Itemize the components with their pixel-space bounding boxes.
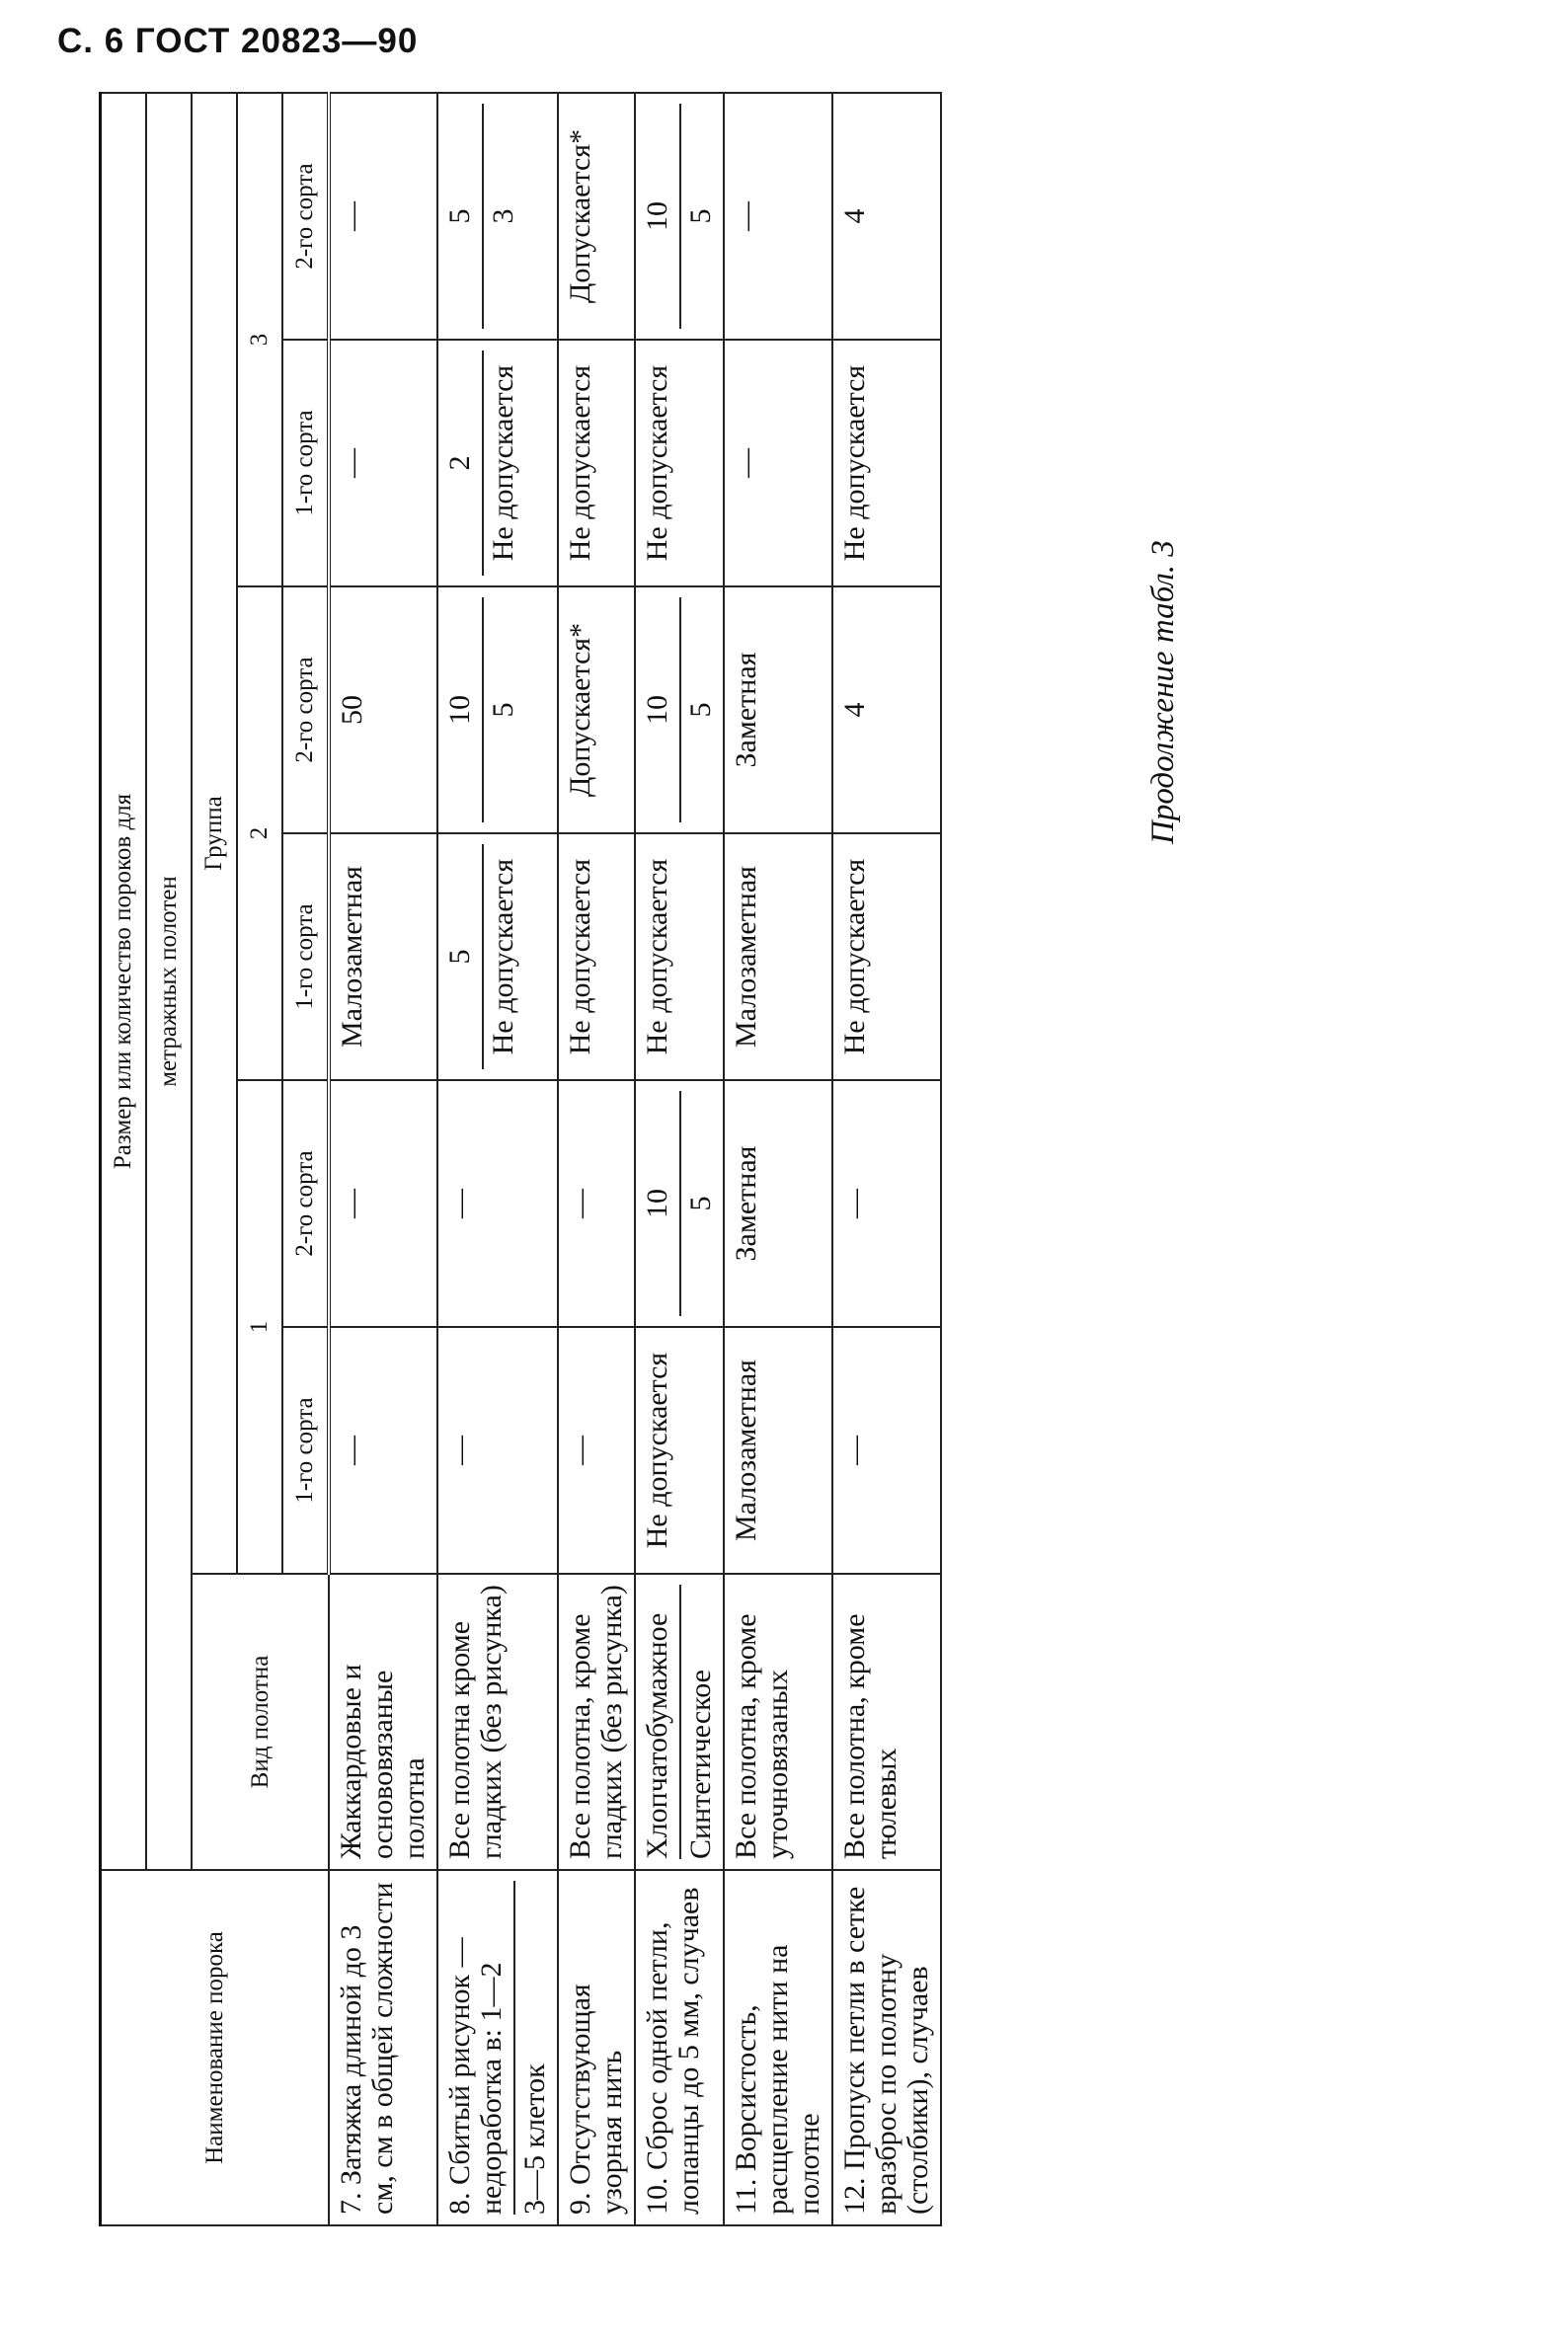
cell-g2s2 — [437, 586, 558, 833]
cell-g1s2: — — [437, 1080, 558, 1327]
group-2-header: 2 — [237, 586, 282, 1080]
fabric-type-a: Хлопчатобумажное — [641, 1612, 673, 1859]
fabric-type: Все полотна, кроме тюлевых — [832, 1574, 941, 1870]
cell-g2s2: Заметная — [724, 586, 832, 833]
cell-g1s1: Малозаметная — [724, 1327, 832, 1574]
cell-g2s1: Не допускается — [832, 833, 941, 1080]
cell-g3s1: — — [724, 340, 832, 586]
col-group-header: Группа — [192, 93, 237, 1574]
g1-grade2: 2-го сорта — [282, 1080, 329, 1327]
defect-name: 10. Сброс одной петли, лопанцы до 5 мм, случаев — [635, 1870, 724, 2225]
value-b: 5 — [482, 597, 519, 822]
cell-g3s1: Не допускается — [635, 340, 724, 586]
value-b: 5 — [679, 1091, 717, 1316]
table-row — [329, 93, 437, 2225]
cell-g3s1: — — [329, 340, 437, 586]
value-b: Не допускается — [482, 350, 519, 576]
cell-g3s2: Допускается* — [558, 93, 635, 340]
cell-g2s2 — [635, 586, 724, 833]
fabric-type: Все полотна кроме гладких (без рисунка) — [437, 1574, 558, 1870]
value-a: 5 — [443, 949, 476, 965]
col-size-header: Размер или количество пороков для — [101, 93, 147, 1870]
defect-name-part-a: 8. Сбитый рисунок — недоработка в: 1—2 — [443, 1937, 508, 2215]
cell-g3s2: 4 — [832, 93, 941, 340]
defect-name: 9. Отсутствующая узорная нить — [558, 1870, 635, 2225]
value-b: 3 — [482, 104, 519, 329]
fabric-type — [635, 1574, 724, 1870]
table-row — [437, 93, 558, 2225]
cell-g2s1 — [437, 833, 558, 1080]
cell-g1s1: Не допускается — [635, 1327, 724, 1574]
g2-grade2: 2-го сорта — [282, 586, 329, 833]
table-row — [558, 93, 635, 2225]
cell-g1s2 — [635, 1080, 724, 1327]
value-a: 10 — [443, 695, 476, 725]
cell-g3s1: Не допускается — [558, 340, 635, 586]
value-b: Не допускается — [482, 844, 519, 1069]
fabric-type: Все полотна, кроме уточновязаных — [724, 1574, 832, 1870]
col-type-header: Вид полотна — [192, 1574, 329, 1870]
defects-table — [99, 92, 942, 2226]
defect-name: 12. Пропуск петли в сетке вразброс по полотну (столбики), случаев — [832, 1870, 941, 2225]
g3-grade2: 2-го сорта — [282, 93, 329, 340]
group-1-header: 1 — [237, 1080, 282, 1574]
cell-g2s2: 50 — [329, 586, 437, 833]
cell-g1s1: — — [558, 1327, 635, 1574]
cell-g2s1: Малозаметная — [724, 833, 832, 1080]
table-row — [832, 93, 941, 2225]
cell-g3s1 — [437, 340, 558, 586]
page-header: С. 6 ГОСТ 20823—90 — [57, 22, 419, 60]
cell-g1s2: — — [832, 1080, 941, 1327]
cell-g3s2: — — [724, 93, 832, 340]
cell-g1s2: Заметная — [724, 1080, 832, 1327]
group-3-header: 3 — [237, 93, 282, 586]
g3-grade1: 1-го сорта — [282, 340, 329, 586]
value-b: 5 — [679, 597, 717, 822]
cell-g3s1: Не допускается — [832, 340, 941, 586]
value-a: 10 — [641, 201, 673, 231]
cell-g1s1: — — [437, 1327, 558, 1574]
defect-name: 11. Ворсистость, расщепление нити на полотне — [724, 1870, 832, 2225]
value-a: 10 — [641, 1189, 673, 1218]
cell-g1s2: — — [329, 1080, 437, 1327]
value-b: 5 — [679, 104, 717, 329]
rotated-table-area — [99, 94, 1205, 2226]
defect-name: 7. Затяжка длиной до 3 см, см в общей сложности — [329, 1870, 437, 2225]
col-fabric-header: метражных полотен — [146, 93, 192, 1870]
fabric-type: Все полотна, кроме гладких (без рисунка) — [558, 1574, 635, 1870]
fabric-type-b: Синтетическое — [679, 1585, 717, 1859]
col-defect-header: Наименование порока — [101, 1870, 330, 2225]
cell-g1s2: — — [558, 1080, 635, 1327]
g1-grade1: 1-го сорта — [282, 1327, 329, 1574]
fabric-type: Жаккардовые и основовязаные полотна — [329, 1574, 437, 1870]
cell-g2s1: Не допускается — [635, 833, 724, 1080]
value-a: 10 — [641, 695, 673, 725]
table-row — [635, 93, 724, 2225]
cell-g2s2: Допускается* — [558, 586, 635, 833]
value-a: 2 — [443, 455, 476, 471]
cell-g2s2: 4 — [832, 586, 941, 833]
defect-name-part-b: 3—5 клеток — [513, 1881, 551, 2215]
cell-g2s1: Малозаметная — [329, 833, 437, 1080]
g2-grade1: 1-го сорта — [282, 833, 329, 1080]
table-continuation-title: Продолжение табл. 3 — [1145, 540, 1181, 844]
table-row — [724, 93, 832, 2225]
value-a: 5 — [443, 208, 476, 224]
cell-g3s2: — — [329, 93, 437, 340]
cell-g3s2 — [437, 93, 558, 340]
cell-g1s1: — — [329, 1327, 437, 1574]
defect-name — [437, 1870, 558, 2225]
cell-g1s1: — — [832, 1327, 941, 1574]
cell-g3s2 — [635, 93, 724, 340]
cell-g2s1: Не допускается — [558, 833, 635, 1080]
